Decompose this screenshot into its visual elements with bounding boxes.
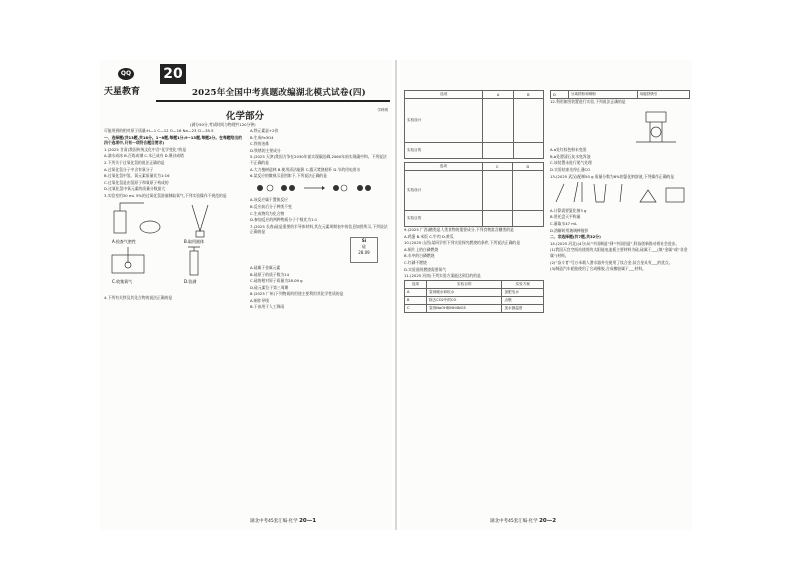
question-11-table-continued: D 分离铁粉和铜粉 用磁铁吸引 — [550, 90, 690, 99]
q12-option-b: B.b处澄清石灰水变浑浊 — [550, 153, 591, 159]
section-heading: 一、选择题(共13题,共18分。1~8题,每题1分;9~13题,每题2分。在每题给出的四个选项中,只有一项符合题目要求) — [104, 134, 242, 146]
q5-options: A.大力植树造林 B.使用清洁能源 C.露天焚烧秸秆 D.节约用电用水 — [250, 166, 361, 172]
fig-label-d: D.验满 — [184, 278, 197, 284]
question-9: 9.(2025 广西)糖类是人类食物的重要成分,下列食物富含糖类的是 — [404, 227, 514, 232]
q2-option-c: C.过氧化氢是由氢原子和氧原子构成的 — [104, 179, 169, 185]
paper-number: 20 — [160, 64, 186, 84]
question-3: 3.实验室用30 mL 5%的过氧化氢溶液制取氧气,下列实验操作不规范的是 — [104, 192, 227, 198]
q4-option-c: C.铁的冶炼 — [250, 141, 270, 147]
question-10: 10.(2025 山西)某同学用下列实验探究燃烧的条件,下列说法正确的是 — [404, 240, 520, 246]
question-2: 2.下列关于过氧化氢的说法正确的是 — [104, 159, 165, 165]
apparatus-drawing-q12 — [550, 106, 690, 146]
q4-option-b: B.生成Fe3O4 — [250, 134, 274, 140]
q9-options: A.鸡蛋 B.米饭 C.牛肉 D.黄瓜 — [404, 233, 454, 239]
q12-option-d: D.实验结束先停止通CO — [550, 166, 591, 172]
q13-option-d: D.溶解时用玻璃棒搅拌 — [550, 227, 589, 233]
lab-apparatus-drawing — [104, 201, 244, 293]
q14-part-2: (2)“奋斗者”号万米载人潜水器外壳使用了钛合金,钛合金具有___的优点。 — [550, 259, 673, 265]
paper-title: 2025年全国中考真题改编湖北模式试卷(四) — [192, 88, 366, 98]
q1-options: A.滴水成冰 B.百炼成钢 C.木已成舟 D.聚沙成塔 — [104, 153, 184, 159]
apparatus-figure — [104, 201, 244, 293]
q14-part-3: (3)制造汽车轮胎使用了合成橡胶,合成橡胶属于___材料。 — [550, 266, 646, 272]
q6-option-a: A.该反应属于置换反应 — [250, 197, 288, 203]
element-symbol: Si — [361, 237, 367, 243]
q4-option-a: A.铁元素显+2价 — [250, 128, 279, 133]
q7-option-d: D.硅元素位于第三周期 — [250, 284, 289, 290]
left-column-2 — [250, 128, 390, 311]
footer-title: 湖北中考45套汇编·化学 — [250, 519, 298, 524]
q6-option-c: C.生成物均为化合物 — [250, 210, 285, 216]
q2-option-d: D.过氧化氢中氧元素的质量分数最大 — [104, 186, 166, 192]
q10-option-b: B.水中的白磷燃烧 — [404, 253, 435, 259]
element-mass: 28.09 — [358, 249, 370, 255]
atomic-masses: 可能用到的相对原子质量:H—1 C—12 O—16 Na—23 Cl—35.5 — [104, 128, 214, 133]
q12-option-c: C.该装置未进行尾气处理 — [550, 160, 592, 166]
q2-option-b: B.过氧化氢中氢、氧元素质量比为1:16 — [104, 173, 170, 179]
left-page — [100, 60, 392, 530]
question-12: 12.利用如图装置进行实验,下列说法正确的是 — [550, 99, 626, 104]
footer-title: 湖北中考45套汇编·化学 — [490, 519, 538, 524]
element-name: 硅 — [362, 243, 366, 249]
right-column-2 — [550, 90, 690, 273]
q8-option-a: A.铜作导线 — [250, 297, 269, 303]
section-2-heading: 二、非选择题(共7题,共32分) — [550, 234, 601, 240]
glassware-drawing — [550, 180, 690, 206]
q6-option-b: B.反应前后分子种类不变 — [250, 203, 292, 209]
element-card — [350, 237, 378, 263]
question-11: 11.(2025 河南)下列实验方案能达到目的的是 — [404, 273, 481, 279]
page-fold — [395, 60, 397, 530]
experiment-table-2: 选项 C D 实验设计 实验目的 — [404, 162, 544, 227]
q12-option-a: A.a处红棕色粉末变黑 — [550, 147, 587, 153]
reaction-diagram — [250, 180, 390, 196]
side-note: 学科网 — [377, 108, 388, 112]
question-13: 13.(2025 武汉)配制50 g 质量分数为6%的氯化钠溶液,下列操作正确的是 — [550, 173, 675, 179]
q14-part-1: (1)我国天宫空间站使用的太阳能电池板主要材料为硅,硅属于___(填“金属”或“非金属”)材料。 — [550, 247, 688, 258]
q10-option-c: C.红磷不燃烧 — [404, 259, 427, 265]
experiment-table-1: 选项 A B 实验设计 实验目的 — [404, 90, 544, 159]
q13-option-b: B.用托盘天平称量 — [550, 214, 581, 220]
left-footer — [250, 518, 316, 524]
question-6: 6.某反应的微观示意图如下,下列说法正确的是 — [250, 173, 327, 179]
q7-option-a: A.硅属于金属元素 — [250, 264, 281, 270]
question-14: 14.(2025 河北)(4分)从“中国制造”到“中国创造”,科技创新推动着社会进步。 — [550, 240, 680, 246]
question-11-table: 选项 实验目的 实验方案 A 鉴别硬水和软水 加肥皂水 B 除去CO2中的CO 点燃 C 鉴别NaOH和NH4NO3 加水测温度 — [404, 280, 544, 313]
page-number: 20—1 — [299, 518, 317, 524]
question-4: 4.下列有关铁及其化合物的说法正确的是 — [104, 294, 173, 300]
fig-label-c: C.收集氧气 — [112, 278, 133, 284]
q8-option-b: B.干冰用于人工降雨 — [250, 304, 285, 310]
q10-option-a: A.铜片上的白磷燃烧 — [404, 246, 439, 252]
q2-option-a: A.过氧化氢分子中含有氧分子 — [104, 166, 154, 172]
question-7: 7.(2025 长春)硅是重要的半导体材料,其在元素周期表中的信息如图所示,下列说法正确的是 — [250, 223, 388, 235]
q7-option-c: C.硅的相对原子质量为28.09 g — [250, 278, 303, 284]
q13-option-c: C.量取水47 mL — [550, 220, 578, 226]
question-5: 5.(2025 天津)我国力争在2030年前实现碳达峰,2060年前实现碳中和。下列说法不正确的是 — [250, 154, 387, 165]
q10-option-d: D.实验说明燃烧需要氧气 — [404, 266, 447, 272]
fig-label-a: A.检查气密性 — [112, 238, 136, 244]
q4-option-d: D.铁锈的主要成分 — [250, 147, 281, 153]
q13-option-a: A.计算需要氯化钠3 g — [550, 207, 587, 213]
q6-option-d: D.参加反应的两种物质分子个数比为1:1 — [250, 217, 318, 223]
q7-option-b: B.硅原子的质子数为14 — [250, 271, 290, 277]
right-footer — [490, 518, 556, 524]
left-column-1 — [104, 128, 244, 301]
exam-meta: (满分50分,考试时间与物理共120分钟) — [190, 122, 256, 127]
fig-label-b: B.取用液体 — [184, 238, 205, 244]
right-page — [400, 60, 692, 530]
question-8: 8.(2025 广州)下列物质的用途主要利用其化学性质的是 — [250, 291, 344, 297]
page-number: 20—2 — [539, 518, 557, 524]
brand-name: 天星教育 — [104, 87, 141, 97]
question-1: 1.(2025 甘肃)我国传统文化中含“化学变化”的是 — [104, 146, 187, 152]
publisher-logo — [104, 68, 152, 102]
right-column-1 — [404, 90, 544, 313]
header-rule — [156, 100, 390, 102]
subject-title: 化学部分 — [226, 111, 265, 122]
logo-badge: QQ — [118, 68, 134, 80]
